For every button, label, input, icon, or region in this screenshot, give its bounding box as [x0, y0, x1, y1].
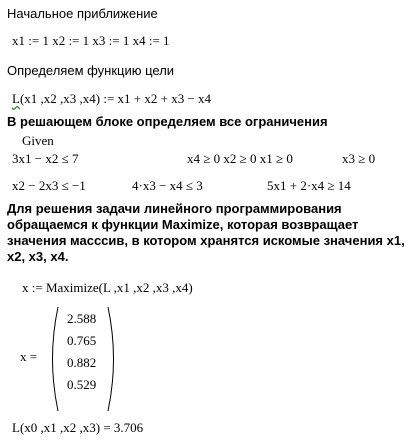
objective-heading: Определяем функцию цели	[7, 63, 175, 78]
result-vector	[14, 303, 114, 415]
vector-values	[67, 311, 96, 399]
constraint-1: 3x1 − x2 ≤ 7	[12, 151, 79, 166]
given-keyword: Given	[22, 133, 54, 148]
initial-values: x1 := 1 x2 := 1 x3 := 1 x4 := 1	[12, 33, 170, 48]
objective-function	[12, 91, 211, 107]
initial-heading: Начальное приближение	[7, 6, 158, 21]
vector-value: 0.882	[67, 355, 97, 370]
constraints-heading: В решающем блоке определяем все ограничения	[7, 114, 328, 129]
constraint-6: 5x1 + 2·x4 ≥ 14	[267, 178, 351, 193]
maximize-expression: x := Maximize(L ,x1 ,x2 ,x3 ,x4)	[22, 280, 193, 295]
constraint-3: x3 ≥ 0	[342, 151, 376, 166]
vector-value: 0.765	[67, 333, 97, 348]
result-expression: L(x0 ,x1 ,x2 ,x3) = 3.706	[12, 420, 144, 435]
explanation-paragraph: Для решения задачи линейного программирования обращаемся к функции Maximize, которая возвращает значения масссив, в котором хранятся искомые значения x1, x2, x3, x4.	[7, 201, 405, 264]
vector-value: 2.588	[67, 311, 97, 326]
constraint-5: 4·x3 − x4 ≤ 3	[132, 178, 203, 193]
result-vector-label: x =	[20, 349, 38, 364]
constraint-2: x4 ≥ 0 x2 ≥ 0 x1 ≥ 0	[187, 151, 293, 166]
objective-rest: (x1 ,x2 ,x3 ,x4) := x1 + x2 + x3 − x4	[19, 91, 212, 106]
vector-value: 0.529	[67, 377, 97, 392]
constraint-4: x2 − 2x3 ≤ −1	[12, 178, 86, 193]
objective-lhs: L	[12, 91, 20, 106]
vector-brackets	[14, 303, 114, 415]
